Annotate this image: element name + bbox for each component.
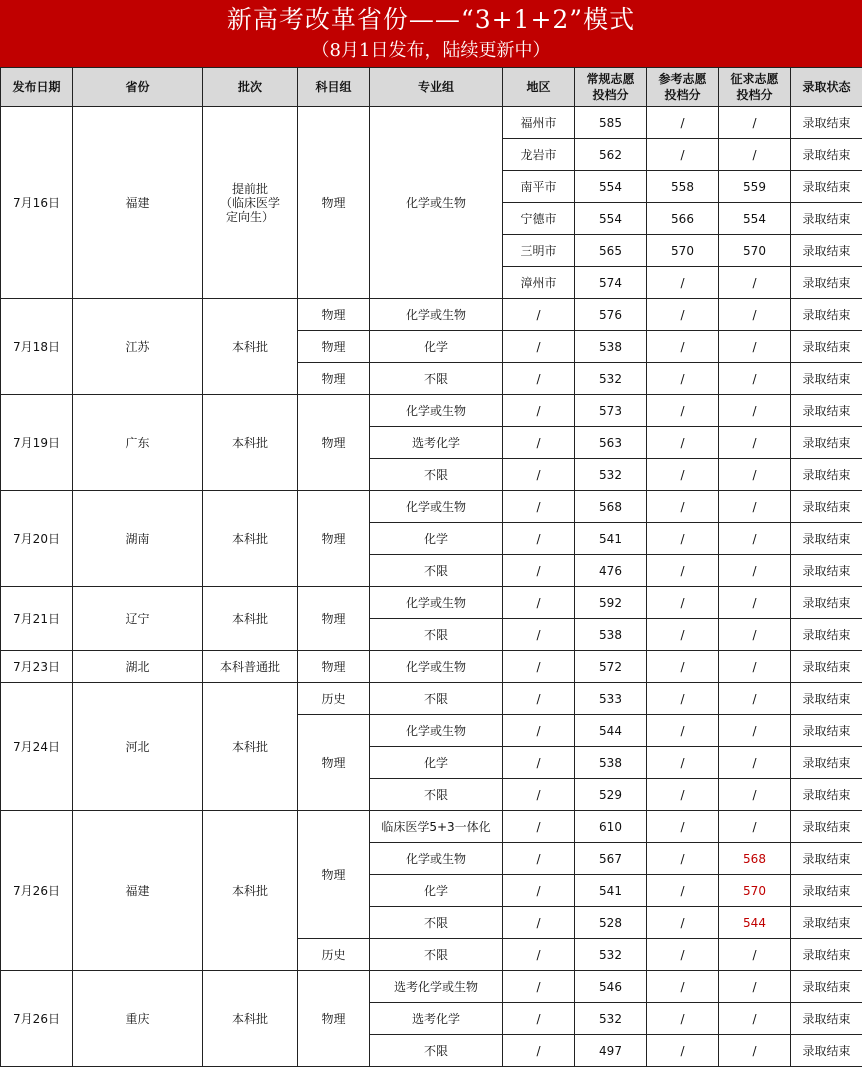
cell-regular-score: 544	[575, 715, 647, 747]
cell-region: /	[503, 939, 575, 971]
cell-reference-score: 566	[647, 203, 719, 235]
cell-region: /	[503, 651, 575, 683]
cell-reference-score: /	[647, 459, 719, 491]
cell-province: 辽宁	[73, 587, 203, 651]
table-row	[1, 395, 862, 427]
page-title: 新高考改革省份——“3+1+2”模式	[0, 0, 862, 38]
cell-solicit-score: /	[719, 811, 791, 843]
cell-region: /	[503, 299, 575, 331]
cell-region: /	[503, 491, 575, 523]
cell-region: /	[503, 587, 575, 619]
cell-region: /	[503, 747, 575, 779]
cell-solicit-score: /	[719, 779, 791, 811]
cell-subject: 物理	[298, 395, 370, 491]
cell-status: 录取结束	[791, 491, 862, 523]
cell-region: /	[503, 331, 575, 363]
cell-solicit-score: /	[719, 459, 791, 491]
cell-region: /	[503, 875, 575, 907]
cell-regular-score: 573	[575, 395, 647, 427]
cell-solicit-score: /	[719, 395, 791, 427]
cell-regular-score: 574	[575, 267, 647, 299]
cell-date: 7月26日	[1, 811, 73, 971]
cell-regular-score: 529	[575, 779, 647, 811]
cell-batch: 本科批	[203, 395, 298, 491]
cell-reference-score: /	[647, 523, 719, 555]
cell-regular-score: 576	[575, 299, 647, 331]
cell-reference-score: /	[647, 875, 719, 907]
cell-solicit-score: /	[719, 267, 791, 299]
title-banner	[0, 0, 862, 67]
cell-status: 录取结束	[791, 107, 862, 139]
cell-batch: 本科批	[203, 971, 298, 1067]
cell-batch: 本科批	[203, 587, 298, 651]
table-body	[1, 107, 862, 1067]
cell-subject: 物理	[298, 363, 370, 395]
cell-province: 福建	[73, 811, 203, 971]
cell-batch: 提前批 （临床医学 定向生）	[203, 107, 298, 299]
cell-solicit-score: /	[719, 683, 791, 715]
cell-major: 选考化学或生物	[370, 971, 503, 1003]
admission-score-table	[0, 67, 862, 1067]
cell-major: 不限	[370, 779, 503, 811]
cell-solicit-score: /	[719, 523, 791, 555]
cell-province: 湖北	[73, 651, 203, 683]
cell-reference-score: /	[647, 331, 719, 363]
cell-reference-score: /	[647, 395, 719, 427]
cell-solicit-score: 559	[719, 171, 791, 203]
cell-region: 宁德市	[503, 203, 575, 235]
cell-region: /	[503, 971, 575, 1003]
cell-regular-score: 538	[575, 619, 647, 651]
cell-status: 录取结束	[791, 683, 862, 715]
header-region: 地区	[503, 68, 575, 107]
cell-solicit-score: /	[719, 971, 791, 1003]
cell-major: 化学或生物	[370, 491, 503, 523]
cell-solicit-score: 544	[719, 907, 791, 939]
cell-status: 录取结束	[791, 459, 862, 491]
cell-region: /	[503, 907, 575, 939]
cell-status: 录取结束	[791, 523, 862, 555]
header-reference-score: 参考志愿 投档分	[647, 68, 719, 107]
table-row	[1, 587, 862, 619]
cell-province: 湖南	[73, 491, 203, 587]
cell-date: 7月23日	[1, 651, 73, 683]
cell-status: 录取结束	[791, 171, 862, 203]
cell-batch: 本科批	[203, 491, 298, 587]
cell-date: 7月20日	[1, 491, 73, 587]
cell-date: 7月21日	[1, 587, 73, 651]
cell-regular-score: 532	[575, 1003, 647, 1035]
cell-regular-score: 476	[575, 555, 647, 587]
cell-regular-score: 565	[575, 235, 647, 267]
cell-major: 不限	[370, 619, 503, 651]
header-solicit-score: 征求志愿 投档分	[719, 68, 791, 107]
cell-subject: 物理	[298, 651, 370, 683]
table-row	[1, 811, 862, 843]
cell-major: 不限	[370, 459, 503, 491]
cell-reference-score: /	[647, 587, 719, 619]
cell-major: 化学	[370, 747, 503, 779]
cell-status: 录取结束	[791, 971, 862, 1003]
cell-major: 不限	[370, 1035, 503, 1067]
cell-regular-score: 532	[575, 363, 647, 395]
cell-status: 录取结束	[791, 139, 862, 171]
cell-status: 录取结束	[791, 1003, 862, 1035]
table-row	[1, 491, 862, 523]
cell-major: 化学或生物	[370, 395, 503, 427]
cell-major: 化学或生物	[370, 843, 503, 875]
cell-reference-score: 558	[647, 171, 719, 203]
cell-reference-score: /	[647, 555, 719, 587]
cell-status: 录取结束	[791, 875, 862, 907]
cell-subject: 历史	[298, 683, 370, 715]
cell-date: 7月18日	[1, 299, 73, 395]
cell-major: 选考化学	[370, 1003, 503, 1035]
cell-reference-score: /	[647, 843, 719, 875]
cell-province: 重庆	[73, 971, 203, 1067]
cell-status: 录取结束	[791, 619, 862, 651]
cell-solicit-score: 570	[719, 875, 791, 907]
cell-region: /	[503, 779, 575, 811]
table-row	[1, 651, 862, 683]
cell-region: /	[503, 395, 575, 427]
cell-major: 不限	[370, 555, 503, 587]
cell-regular-score: 592	[575, 587, 647, 619]
cell-batch: 本科批	[203, 811, 298, 971]
header-subject: 科目组	[298, 68, 370, 107]
header-regular-score: 常规志愿 投档分	[575, 68, 647, 107]
cell-major: 化学或生物	[370, 587, 503, 619]
cell-major: 化学或生物	[370, 715, 503, 747]
cell-major: 化学或生物	[370, 651, 503, 683]
cell-solicit-score: /	[719, 331, 791, 363]
cell-status: 录取结束	[791, 331, 862, 363]
cell-region: /	[503, 1003, 575, 1035]
cell-reference-score: /	[647, 619, 719, 651]
cell-region: /	[503, 619, 575, 651]
cell-solicit-score: /	[719, 139, 791, 171]
page-subtitle: （8月1日发布，陆续更新中）	[0, 38, 862, 64]
cell-reference-score: /	[647, 1035, 719, 1067]
cell-subject: 物理	[298, 971, 370, 1067]
cell-major: 不限	[370, 363, 503, 395]
cell-major: 化学或生物	[370, 299, 503, 331]
cell-reference-score: /	[647, 971, 719, 1003]
cell-status: 录取结束	[791, 715, 862, 747]
cell-major: 不限	[370, 683, 503, 715]
cell-reference-score: /	[647, 939, 719, 971]
cell-regular-score: 567	[575, 843, 647, 875]
cell-solicit-score: /	[719, 427, 791, 459]
cell-province: 广东	[73, 395, 203, 491]
cell-regular-score: 554	[575, 203, 647, 235]
cell-batch: 本科普通批	[203, 651, 298, 683]
cell-region: 福州市	[503, 107, 575, 139]
cell-region: /	[503, 555, 575, 587]
cell-regular-score: 554	[575, 171, 647, 203]
cell-subject: 物理	[298, 715, 370, 811]
header-major: 专业组	[370, 68, 503, 107]
cell-status: 录取结束	[791, 907, 862, 939]
cell-reference-score: /	[647, 747, 719, 779]
cell-regular-score: 538	[575, 747, 647, 779]
cell-regular-score: 610	[575, 811, 647, 843]
cell-regular-score: 541	[575, 875, 647, 907]
cell-major: 化学	[370, 523, 503, 555]
cell-solicit-score: /	[719, 715, 791, 747]
cell-subject: 物理	[298, 811, 370, 939]
cell-reference-score: /	[647, 363, 719, 395]
cell-solicit-score: /	[719, 555, 791, 587]
cell-regular-score: 572	[575, 651, 647, 683]
cell-regular-score: 532	[575, 939, 647, 971]
cell-regular-score: 533	[575, 683, 647, 715]
cell-region: /	[503, 843, 575, 875]
cell-batch: 本科批	[203, 683, 298, 811]
cell-solicit-score: /	[719, 651, 791, 683]
cell-status: 录取结束	[791, 587, 862, 619]
cell-region: /	[503, 427, 575, 459]
cell-reference-score: /	[647, 267, 719, 299]
cell-solicit-score: /	[719, 363, 791, 395]
cell-major: 不限	[370, 939, 503, 971]
cell-region: /	[503, 811, 575, 843]
cell-reference-score: /	[647, 427, 719, 459]
cell-reference-score: 570	[647, 235, 719, 267]
cell-status: 录取结束	[791, 843, 862, 875]
cell-status: 录取结束	[791, 203, 862, 235]
cell-reference-score: /	[647, 1003, 719, 1035]
cell-solicit-score: 570	[719, 235, 791, 267]
cell-reference-score: /	[647, 683, 719, 715]
cell-status: 录取结束	[791, 779, 862, 811]
cell-region: /	[503, 683, 575, 715]
table-row	[1, 971, 862, 1003]
cell-solicit-score: /	[719, 587, 791, 619]
cell-status: 录取结束	[791, 427, 862, 459]
cell-subject: 物理	[298, 587, 370, 651]
cell-status: 录取结束	[791, 811, 862, 843]
cell-solicit-score: /	[719, 491, 791, 523]
header-batch: 批次	[203, 68, 298, 107]
cell-reference-score: /	[647, 139, 719, 171]
cell-region: 三明市	[503, 235, 575, 267]
cell-reference-score: /	[647, 491, 719, 523]
cell-reference-score: /	[647, 715, 719, 747]
cell-status: 录取结束	[791, 363, 862, 395]
cell-regular-score: 585	[575, 107, 647, 139]
cell-batch: 本科批	[203, 299, 298, 395]
cell-province: 福建	[73, 107, 203, 299]
table-row	[1, 107, 862, 139]
cell-solicit-score: /	[719, 299, 791, 331]
cell-solicit-score: /	[719, 619, 791, 651]
cell-status: 录取结束	[791, 555, 862, 587]
cell-status: 录取结束	[791, 651, 862, 683]
cell-status: 录取结束	[791, 267, 862, 299]
cell-region: 南平市	[503, 171, 575, 203]
cell-major: 选考化学	[370, 427, 503, 459]
cell-reference-score: /	[647, 299, 719, 331]
cell-status: 录取结束	[791, 939, 862, 971]
cell-regular-score: 546	[575, 971, 647, 1003]
cell-solicit-score: /	[719, 939, 791, 971]
cell-solicit-score: /	[719, 747, 791, 779]
cell-province: 江苏	[73, 299, 203, 395]
cell-major: 临床医学5+3一体化	[370, 811, 503, 843]
table-row	[1, 683, 862, 715]
cell-regular-score: 541	[575, 523, 647, 555]
cell-region: /	[503, 1035, 575, 1067]
cell-status: 录取结束	[791, 747, 862, 779]
cell-solicit-score: /	[719, 107, 791, 139]
header-province: 省份	[73, 68, 203, 107]
cell-solicit-score: /	[719, 1035, 791, 1067]
cell-date: 7月26日	[1, 971, 73, 1067]
cell-subject: 物理	[298, 491, 370, 587]
cell-regular-score: 528	[575, 907, 647, 939]
cell-region: 龙岩市	[503, 139, 575, 171]
cell-solicit-score: 554	[719, 203, 791, 235]
cell-region: /	[503, 363, 575, 395]
cell-status: 录取结束	[791, 395, 862, 427]
cell-region: /	[503, 715, 575, 747]
cell-subject: 物理	[298, 331, 370, 363]
cell-date: 7月24日	[1, 683, 73, 811]
cell-major: 不限	[370, 907, 503, 939]
cell-status: 录取结束	[791, 235, 862, 267]
cell-solicit-score: 568	[719, 843, 791, 875]
cell-date: 7月19日	[1, 395, 73, 491]
cell-major: 化学	[370, 331, 503, 363]
header-row	[1, 68, 862, 107]
cell-reference-score: /	[647, 779, 719, 811]
cell-region: /	[503, 523, 575, 555]
cell-regular-score: 568	[575, 491, 647, 523]
header-status: 录取状态	[791, 68, 862, 107]
cell-province: 河北	[73, 683, 203, 811]
cell-status: 录取结束	[791, 299, 862, 331]
cell-major: 化学或生物	[370, 107, 503, 299]
cell-region: /	[503, 459, 575, 491]
cell-reference-score: /	[647, 107, 719, 139]
cell-regular-score: 538	[575, 331, 647, 363]
cell-solicit-score: /	[719, 1003, 791, 1035]
cell-reference-score: /	[647, 811, 719, 843]
cell-region: 漳州市	[503, 267, 575, 299]
cell-regular-score: 497	[575, 1035, 647, 1067]
cell-subject: 历史	[298, 939, 370, 971]
table-row	[1, 299, 862, 331]
cell-regular-score: 532	[575, 459, 647, 491]
cell-reference-score: /	[647, 907, 719, 939]
cell-subject: 物理	[298, 107, 370, 299]
cell-reference-score: /	[647, 651, 719, 683]
cell-status: 录取结束	[791, 1035, 862, 1067]
header-date: 发布日期	[1, 68, 73, 107]
cell-regular-score: 562	[575, 139, 647, 171]
cell-date: 7月16日	[1, 107, 73, 299]
cell-major: 化学	[370, 875, 503, 907]
cell-regular-score: 563	[575, 427, 647, 459]
cell-subject: 物理	[298, 299, 370, 331]
